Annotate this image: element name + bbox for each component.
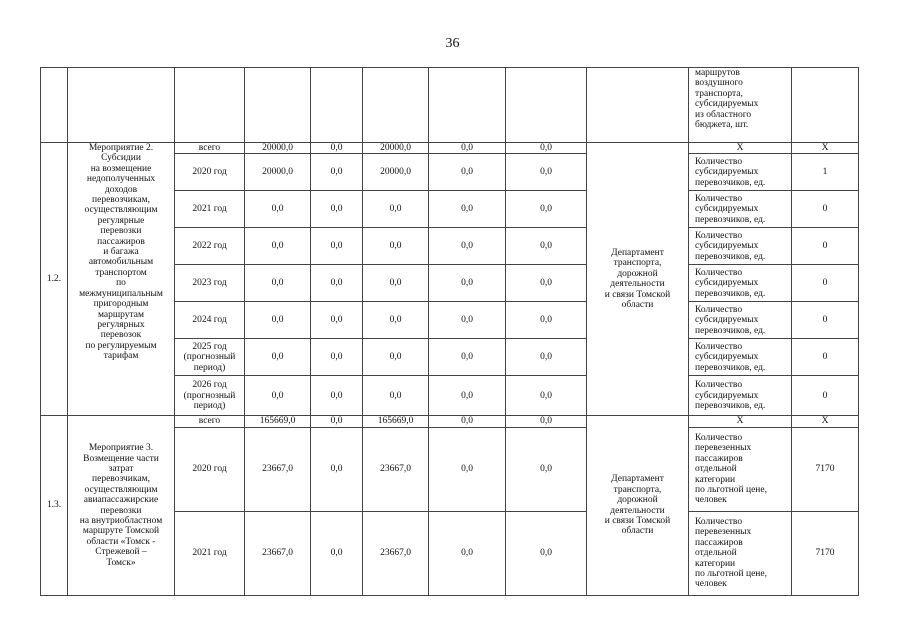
other-cell: 0,0	[506, 143, 587, 154]
cont-loc-cell	[429, 68, 506, 143]
total-cell: 0,0	[245, 228, 311, 265]
other-cell: 0,0	[506, 265, 587, 302]
year-cell: всего	[175, 143, 245, 154]
value-cell: 0	[792, 265, 859, 302]
other-cell: 0,0	[506, 154, 587, 191]
indicator-cell: Количество субсидируемых перевозчиков, ед.	[689, 302, 792, 339]
year-cell: всего	[175, 416, 245, 427]
table-row	[41, 143, 859, 154]
regional-cell: 165669,0	[363, 416, 429, 427]
total-cell: 0,0	[245, 376, 311, 416]
value-cell: 7170	[792, 427, 859, 511]
other-cell: 0,0	[506, 427, 587, 511]
value-cell: 7170	[792, 511, 859, 595]
cont-year-cell	[175, 68, 245, 143]
regional-cell: 0,0	[363, 376, 429, 416]
local-cell: 0,0	[429, 265, 506, 302]
cont-dept-cell	[587, 68, 689, 143]
other-cell: 0,0	[506, 416, 587, 427]
year-cell: 2023 год	[175, 265, 245, 302]
indicator-cell: Количество перевезенных пассажиров отдельной категории по льготной цене, человек	[689, 427, 792, 511]
indicator-cell: Количество субсидируемых перевозчиков, ед.	[689, 154, 792, 191]
other-cell: 0,0	[506, 191, 587, 228]
department-cell: Департамент транспорта, дорожной деятельности и связи Томской области	[587, 416, 689, 595]
indicator-cell: Количество субсидируемых перевозчиков, ед.	[689, 339, 792, 376]
cont-indicator-cell: маршрутов воздушного транспорта, субсидируемых из областного бюджета, шт.	[689, 68, 792, 143]
local-cell: 0,0	[429, 339, 506, 376]
local-cell: 0,0	[429, 154, 506, 191]
indicator-cell: Количество субсидируемых перевозчиков, ед.	[689, 228, 792, 265]
value-cell: 0	[792, 339, 859, 376]
regional-cell: 0,0	[363, 302, 429, 339]
year-cell: 2022 год	[175, 228, 245, 265]
federal-cell: 0,0	[311, 511, 363, 595]
value-cell: 0	[792, 191, 859, 228]
value-cell: Х	[792, 416, 859, 427]
continuation-row	[41, 68, 859, 143]
total-cell: 0,0	[245, 191, 311, 228]
regional-cell: 0,0	[363, 228, 429, 265]
cont-num-cell	[41, 68, 68, 143]
total-cell: 0,0	[245, 302, 311, 339]
regional-cell: 0,0	[363, 191, 429, 228]
other-cell: 0,0	[506, 376, 587, 416]
other-cell: 0,0	[506, 302, 587, 339]
local-cell: 0,0	[429, 191, 506, 228]
cont-title-cell	[68, 68, 175, 143]
regional-cell: 23667,0	[363, 511, 429, 595]
year-cell: 2026 год (прогнозный период)	[175, 376, 245, 416]
indicator-cell: Количество субсидируемых перевозчиков, ед.	[689, 265, 792, 302]
regional-cell: 0,0	[363, 339, 429, 376]
local-cell: 0,0	[429, 427, 506, 511]
value-cell: 0	[792, 228, 859, 265]
total-cell: 0,0	[245, 339, 311, 376]
value-cell: 1	[792, 154, 859, 191]
regional-cell: 20000,0	[363, 143, 429, 154]
indicator-cell: Количество субсидируемых перевозчиков, ед.	[689, 191, 792, 228]
cont-value-cell	[792, 68, 859, 143]
cont-fed-cell	[311, 68, 363, 143]
total-cell: 23667,0	[245, 511, 311, 595]
indicator-cell: Х	[689, 416, 792, 427]
total-cell: 20000,0	[245, 154, 311, 191]
year-cell: 2021 год	[175, 511, 245, 595]
other-cell: 0,0	[506, 339, 587, 376]
federal-cell: 0,0	[311, 376, 363, 416]
activity-title: Мероприятие 3. Возмещение части затрат перевозчикам, осуществляющим авиапассажирские перевозки на внутриобластном маршруте Томской области «Томск - Стрежевой – Томск»	[68, 416, 175, 595]
program-table	[40, 67, 859, 596]
total-cell: 0,0	[245, 265, 311, 302]
year-cell: 2021 год	[175, 191, 245, 228]
federal-cell: 0,0	[311, 228, 363, 265]
section-number: 1.2.	[41, 143, 68, 416]
value-cell: 0	[792, 302, 859, 339]
year-cell: 2024 год	[175, 302, 245, 339]
indicator-cell: Количество перевезенных пассажиров отдельной категории по льготной цене, человек	[689, 511, 792, 595]
table-row	[41, 416, 859, 427]
indicator-cell: Х	[689, 143, 792, 154]
federal-cell: 0,0	[311, 302, 363, 339]
cont-reg-cell	[363, 68, 429, 143]
local-cell: 0,0	[429, 376, 506, 416]
regional-cell: 23667,0	[363, 427, 429, 511]
cont-total-cell	[245, 68, 311, 143]
regional-cell: 20000,0	[363, 154, 429, 191]
local-cell: 0,0	[429, 302, 506, 339]
value-cell: 0	[792, 376, 859, 416]
department-cell: Департамент транспорта, дорожной деятельности и связи Томской области	[587, 143, 689, 416]
federal-cell: 0,0	[311, 154, 363, 191]
year-cell: 2025 год (прогнозный период)	[175, 339, 245, 376]
year-cell: 2020 год	[175, 154, 245, 191]
other-cell: 0,0	[506, 228, 587, 265]
federal-cell: 0,0	[311, 339, 363, 376]
cont-other-cell	[506, 68, 587, 143]
value-cell: Х	[792, 143, 859, 154]
federal-cell: 0,0	[311, 416, 363, 427]
total-cell: 165669,0	[245, 416, 311, 427]
federal-cell: 0,0	[311, 191, 363, 228]
local-cell: 0,0	[429, 511, 506, 595]
section-number: 1.3.	[41, 416, 68, 595]
federal-cell: 0,0	[311, 143, 363, 154]
other-cell: 0,0	[506, 511, 587, 595]
indicator-cell: Количество субсидируемых перевозчиков, ед.	[689, 376, 792, 416]
total-cell: 20000,0	[245, 143, 311, 154]
local-cell: 0,0	[429, 416, 506, 427]
federal-cell: 0,0	[311, 265, 363, 302]
activity-title: Мероприятие 2. Субсидии на возмещение недополученных доходов перевозчикам, осуществляющим регулярные перевозки пассажиров и багажа автомобильным транспортом по межмуниципальным пригородным маршрутам регулярных перевозок по регулируемым тарифам	[68, 143, 175, 416]
local-cell: 0,0	[429, 228, 506, 265]
federal-cell: 0,0	[311, 427, 363, 511]
page-number: 36	[445, 36, 460, 51]
local-cell: 0,0	[429, 143, 506, 154]
year-cell: 2020 год	[175, 427, 245, 511]
total-cell: 23667,0	[245, 427, 311, 511]
regional-cell: 0,0	[363, 265, 429, 302]
